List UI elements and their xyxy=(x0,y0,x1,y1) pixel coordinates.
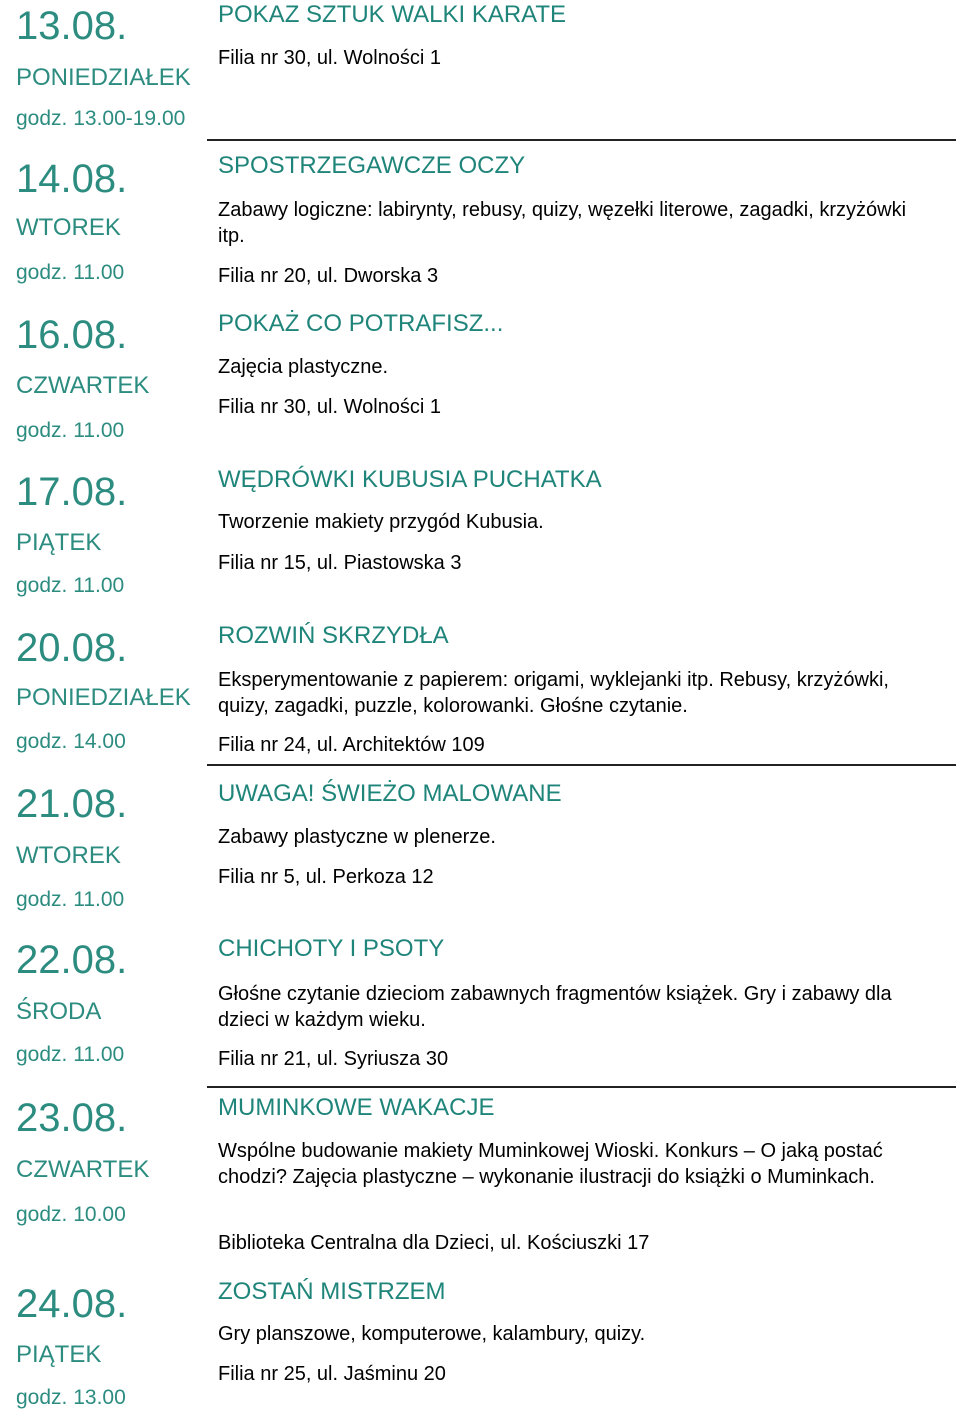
divider xyxy=(207,1086,956,1088)
event-title: UWAGA! ŚWIEŻO MALOWANE xyxy=(218,780,562,807)
event-date: 16.08. xyxy=(16,313,128,357)
event-time: godz. 11.00 xyxy=(16,261,125,284)
event-day: PONIEDZIAŁEK xyxy=(16,64,191,91)
event-day: CZWARTEK xyxy=(16,1156,150,1183)
event-date: 20.08. xyxy=(16,626,128,670)
event-description: Eksperymentowanie z papierem: origami, wyklejanki itp. Rebusy, krzyżówki, quizy, zagadki, puzzle, kolorowanki. Głośne czytanie. xyxy=(218,669,889,717)
event-time: godz. 11.00 xyxy=(16,888,125,911)
event-title: SPOSTRZEGAWCZE OCZY xyxy=(218,152,526,179)
event-date: 13.08. xyxy=(16,4,128,48)
event-date: 14.08. xyxy=(16,157,128,201)
event-location: Filia nr 15, ul. Piastowska 3 xyxy=(218,552,462,574)
event-location: Filia nr 25, ul. Jaśminu 20 xyxy=(218,1363,446,1385)
event-description: Zabawy plastyczne w plenerze. xyxy=(218,826,496,848)
event-description: Głośne czytanie dzieciom zabawnych fragmentów książek. Gry i zabawy dla dzieci w każdym wieku. xyxy=(218,983,892,1031)
event-time: godz. 10.00 xyxy=(16,1203,126,1226)
event-day: WTOREK xyxy=(16,842,121,869)
event-time: godz. 11.00 xyxy=(16,419,125,442)
event-time: godz. 13.00 xyxy=(16,1386,126,1409)
event-day: PIĄTEK xyxy=(16,1341,102,1368)
event-title: MUMINKOWE WAKACJE xyxy=(218,1094,495,1121)
event-date: 24.08. xyxy=(16,1282,128,1326)
event-day: CZWARTEK xyxy=(16,372,150,399)
event-location: Biblioteka Centralna dla Dzieci, ul. Kościuszki 17 xyxy=(218,1232,650,1254)
event-date: 17.08. xyxy=(16,470,128,514)
event-description: Zabawy logiczne: labirynty, rebusy, quizy, węzełki literowe, zagadki, krzyżówki itp. xyxy=(218,199,907,247)
event-title: POKAZ SZTUK WALKI KARATE xyxy=(218,1,567,28)
event-date: 23.08. xyxy=(16,1096,128,1140)
event-location: Filia nr 30, ul. Wolności 1 xyxy=(218,396,442,418)
event-description: Gry planszowe, komputerowe, kalambury, quizy. xyxy=(218,1323,646,1345)
event-time: godz. 11.00 xyxy=(16,1043,125,1066)
event-title: CHICHOTY I PSOTY xyxy=(218,935,445,962)
event-description: Tworzenie makiety przygód Kubusia. xyxy=(218,511,544,533)
event-day: ŚRODA xyxy=(16,998,102,1025)
event-description: Wspólne budowanie makiety Muminkowej Wioski. Konkurs – O jaką postać chodzi? Zajęcia plastyczne – wykonanie ilustracji do książki o Muminkach. xyxy=(218,1140,883,1188)
event-time: godz. 14.00 xyxy=(16,730,126,753)
event-date: 22.08. xyxy=(16,938,128,982)
event-location: Filia nr 20, ul. Dworska 3 xyxy=(218,265,439,287)
event-description: Zajęcia plastyczne. xyxy=(218,356,389,378)
event-day: PONIEDZIAŁEK xyxy=(16,684,191,711)
event-time: godz. 13.00-19.00 xyxy=(16,107,186,130)
event-date: 21.08. xyxy=(16,782,128,826)
divider xyxy=(207,139,956,141)
event-location: Filia nr 30, ul. Wolności 1 xyxy=(218,47,442,69)
event-location: Filia nr 21, ul. Syriusza 30 xyxy=(218,1048,449,1070)
event-day: WTOREK xyxy=(16,214,121,241)
event-title: WĘDRÓWKI KUBUSIA PUCHATKA xyxy=(218,466,602,493)
event-title: ROZWIŃ SKRZYDŁA xyxy=(218,622,449,649)
event-location: Filia nr 5, ul. Perkoza 12 xyxy=(218,866,434,888)
event-title: POKAŻ CO POTRAFISZ... xyxy=(218,310,504,337)
event-location: Filia nr 24, ul. Architektów 109 xyxy=(218,734,485,756)
event-title: ZOSTAŃ MISTRZEM xyxy=(218,1278,446,1305)
event-day: PIĄTEK xyxy=(16,529,102,556)
event-time: godz. 11.00 xyxy=(16,574,125,597)
divider xyxy=(207,764,956,766)
